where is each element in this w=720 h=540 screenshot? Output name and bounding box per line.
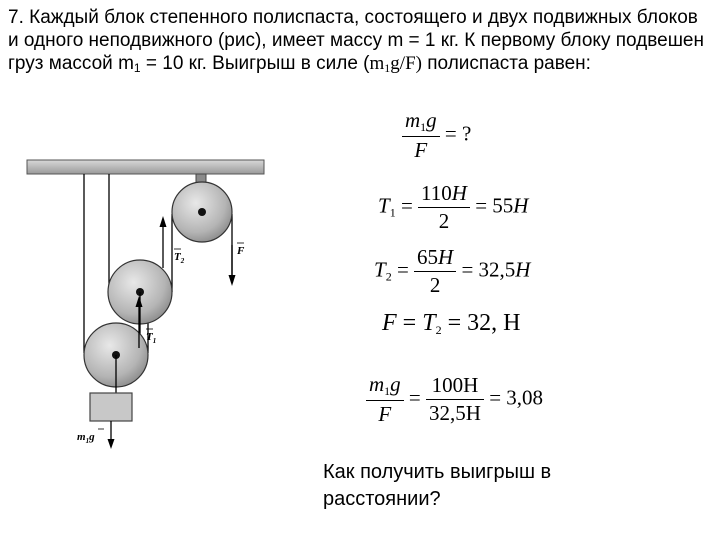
label-t2: $T_2$: [174, 251, 185, 265]
load-block: [90, 393, 132, 421]
formula-force-gain-question: $\frac{m1g}{F}$ = ?: [402, 108, 471, 163]
problem-text-part4: полиспаста равен:: [421, 53, 591, 74]
problem-text: [8, 6, 708, 80]
pulley-diagram: [20, 150, 270, 450]
label-m1g: $m_1g$: [77, 431, 95, 445]
label-t1: $T_1$: [146, 331, 157, 345]
problem-text-part1: 7. Каждый блок степенного полиспаста, состоящего и двух подвижных блоков и одного неподвижного (рис), имеет массу: [8, 7, 698, 51]
mass-symbol: m: [387, 30, 404, 51]
formula-force-equals-t2: F = T2 = 32, H: [382, 310, 521, 337]
problem-text-part3: = 10 кг. Выигрыш в силе (: [140, 53, 370, 74]
question-line-1: Как получить выигрыш в: [323, 461, 552, 483]
formula-tension-t2: T2 = $\frac{65H}{2}$ = 32,5H: [374, 245, 531, 297]
fixed-pulley-axle: [198, 208, 206, 216]
force-f-arrow: [229, 245, 236, 286]
problem-text-part2: = 1 кг. К первому блоку подвешен груз массой: [8, 30, 704, 74]
question-line-2: расстоянии?: [323, 488, 441, 510]
ceiling-beam: [27, 160, 264, 174]
force-gain-expression: $m_1g/F$): [369, 53, 422, 75]
weight-arrow: [108, 421, 115, 449]
load-mass-subscript: 1: [133, 61, 141, 75]
formula-tension-t1: T1 = $\frac{110H}{2}$ = 55H: [378, 181, 529, 233]
formula-force-gain-result: $\frac{m1g}{F}$ = $\frac{100H}{32,5H}$ = 3,08: [366, 372, 543, 427]
load-mass-symbol: m: [118, 53, 134, 74]
tension-t2-arrow: [160, 216, 167, 268]
question-text: [323, 459, 653, 513]
label-f: F: [237, 245, 245, 257]
